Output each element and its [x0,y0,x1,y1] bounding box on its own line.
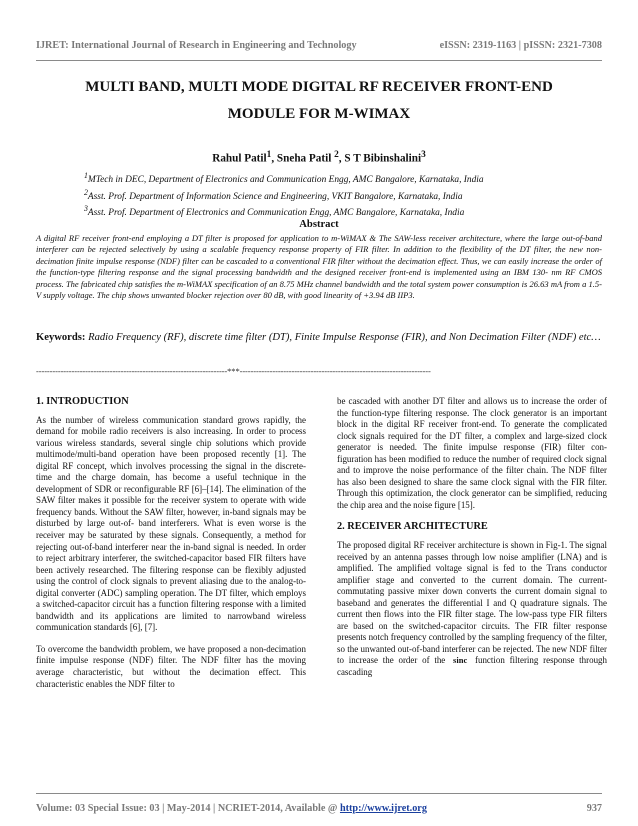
abstract-text: A digital RF receiver front-end employing a DT filter is proposed for application to m-WiMAX & The SAW-less receiver architecture, where the large out-of-band interferer can be rejected selectively by using a scalable frequency response property of FIR filter. In addition to the flexibility of the DT filter, the new non-decimation finite impulse response (NDF) filter can be cascaded to a conventional FIR filter without the decimation effect. Thus, we can easily increase the order of the function-type filtering response and the signal processing bandwidth and the designed receiver front-end is implemented using an IBM 130- nm RF CMOS process. The fabricated chip satisfies the m-WiMAX specification of an 8.75 MHz channel bandwidth and the total system power consumption is 26.63 mA from a 1.5-V supply voltage. The chip shows unwanted blocker rejection over 80 dB, with good linearity of +3.94 dB IIP3. [36,233,602,301]
affiliation: $^2$Asst. Prof. Department of Information Science and Engineering, VKIT Bangalore, Karnataka, India [84,187,463,202]
author-sup: 3 [421,150,426,160]
section-heading: 2. RECEIVER ARCHITECTURE [337,521,488,533]
affiliation: $^1$MTech in DEC, Department of Electronics and Communication Engg, AMC Bangalore, Karnataka, India [84,171,484,186]
header-divider [36,60,602,61]
authors: Rahul Patil$^1$, Sneha Patil $^2$, S T Bibinshalini$^3$ [212,150,426,165]
affiliation: $^3$Asst. Prof. Department of Electronics and Communication Engg, AMC Bangalore, Karnataka, India [84,204,465,219]
footer-divider [36,793,602,794]
journal-name: IJRET: International Journal of Research in Engineering and Technology [36,40,357,51]
page-number: 937 [586,803,602,814]
running-footer [36,803,602,814]
paragraph: To overcome the bandwidth problem, we have proposed a non-decimation finite impulse response (NDF) filter. The NDF filter has the moving average characteristic, but without the decimation effect. This characteristic enables the NDF filter to [36,643,306,689]
author-name: Sneha Patil [276,152,332,165]
paper-title-line-1: MULTI BAND, MULTI MODE DIGITAL RF RECEIVER FRONT-END [85,79,553,95]
section-heading: 1. INTRODUCTION [36,396,129,407]
keywords-label: Keywords: [36,332,86,343]
right-column [337,396,607,679]
author-name: S T Bibinshalini [344,152,422,165]
footer-info: Volume: 03 Special Issue: 03 | May-2014 | NCRIET-2014, Available @ http://www.ijret.org [36,803,427,814]
issn: eISSN: 2319-1163 | pISSN: 2321-7308 [439,40,602,51]
paragraph: The proposed digital RF receiver architecture is shown in Fig-1. The signal received by an antenna passes through low noise amplifier (LNA) and is amplified. The amplified voltage signal is fed to the Trans conductor amplifier stage and converted to the current domain. The current-commutating passive mixer down converts the current domain signal to baseband and generates the differential I and Q quadrature signals. The current then flows into the FIR filter stage. The low-pass type FIR filters are based on the switched-capacitor circuits. The FIR filter response presents notch frequency controlled by the sampling frequency of the filter, so the unwanted out-of-band interferer can be rejected. The new NDF filter to increase the order of the sinc function filtering response through cascading [337,540,607,678]
sinc-symbol: sinc [453,655,468,666]
affiliations [84,170,484,220]
journal-link[interactable]: http://www.ijret.org [339,803,427,814]
paragraph: be cascaded with another DT filter and allows us to increase the order of the function-type filtering response. The clock generator is an important block in the digital RF receiver front-end. To generate the complicated clock signals required for the DT filter, a complex and large-sized clock generator is needed. The finite impulse response (FIR) filter con- figuration has been modified to reduce the number of required clock signal and to improve the noise performance of the filter chain. The NDF filter has also been designed to share the same clock signal with the FIR filter. Through this optimization, the clock generator can be simplified, reducing the chip area and the noise figure [15]. [337,396,607,510]
author-sup: 1 [266,150,272,160]
section-separator: ----------------------------------------------------------------------***---------------------------------------------------------------------- [36,366,431,376]
author-name: Rahul Patil [212,152,267,165]
author-sup: 2 [334,150,339,160]
paragraph: As the number of wireless communication standard grows rapidly, the demand for mobile radio receivers is also increasing. In order to process various wireless standards, several single chip solutions which provide multimode/multi-band operation have been proposed recently [1]. The digital RF concept, which involves processing the signal in the discrete-time and the charge domain, has become a useful technique in the development of SDR or reconfigurable RF [6]–[14]. The elimination of the SAW filter makes it possible for the receiver system to operate with wide frequency bands. Without the SAW filter, however, in-band signals may be disturbed by large out-of- band interferers. What is even worse is the receiver may be saturated by these signals. Consequently, a method for rejecting out-of-band interferer near the in-band signal is needed. In order to reject arbitrary interferer, the switched-capacitor based FIR filters have been actively researched. The filtering response can be flexibly adjusted using the control of clock signals to prevent aliasing due to the analog-to-digital converter (ADC) sampling operation. The DT filter, which employs a switched-capacitor circuit has a function filtering response with a limited bandwidth and its applications are limited to narrowband wireless communication standards [6], [7]. [36,414,306,633]
abstract-heading: Abstract [299,219,339,230]
running-header [36,40,602,51]
keywords [36,329,602,347]
left-column [36,396,306,690]
paper-title-line-2: MODULE FOR M-WIMAX [227,106,411,122]
keywords-text: Radio Frequency (RF), discrete time filter (DT), Finite Impulse Response (FIR), and Non Decimation Filter (NDF) etc… [88,332,601,343]
